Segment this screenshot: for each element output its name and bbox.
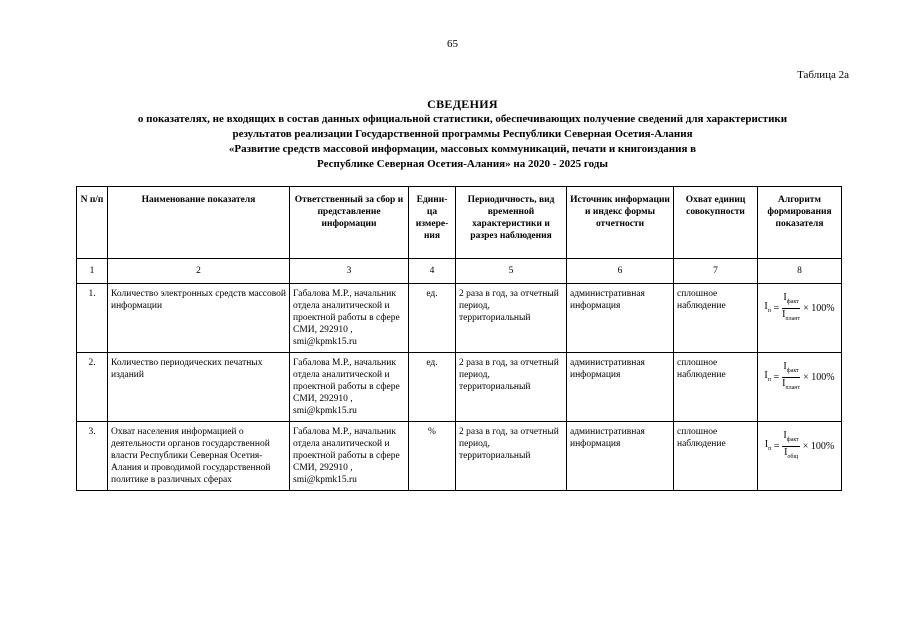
formula-cell xyxy=(758,353,842,422)
header-indicator-name: Наименование показателя xyxy=(108,187,290,259)
information-source: административная информация xyxy=(567,353,674,422)
responsible-person: Габалова М.Р., начальник отдела аналитической и проектной работы в сфере СМИ, 292910 , smi@kpmk15.ru xyxy=(290,353,409,422)
column-number: 8 xyxy=(758,259,842,284)
formula-cell xyxy=(758,422,842,491)
coverage: сплошное наблюдение xyxy=(674,353,758,422)
unit: ед. xyxy=(409,353,456,422)
formula: $I_п$ = $\frac{I_{факт}}{I_{общ}}$ × 100% xyxy=(761,426,838,463)
column-number: 4 xyxy=(409,259,456,284)
heading-line: Республике Северная Осетия-Алания» на 2020 - 2025 годы xyxy=(317,158,608,170)
coverage: сплошное наблюдение xyxy=(674,284,758,353)
unit: ед. xyxy=(409,284,456,353)
formula: $I_п$ = $\frac{I_{факт}}{I_{плант}}$ × 100% xyxy=(761,288,838,325)
column-number-row xyxy=(77,259,842,284)
header-responsible: Ответственный за сбор и представление информации xyxy=(290,187,409,259)
table-row xyxy=(77,422,842,491)
indicator-name: Количество периодических печатных изданий xyxy=(108,353,290,422)
coverage: сплошное наблюдение xyxy=(674,422,758,491)
periodicity: 2 раза в год, за отчетный период, территориальный xyxy=(456,353,567,422)
row-number: 1. xyxy=(77,284,108,353)
indicator-name: Количество электронных средств массовой информации xyxy=(108,284,290,353)
column-number: 2 xyxy=(108,259,290,284)
unit: % xyxy=(409,422,456,491)
table-label: Таблица 2а xyxy=(797,69,849,81)
formula-fraction: $\frac{I_{факт}}{I_{плант}}$ xyxy=(782,292,801,322)
column-number: 3 xyxy=(290,259,409,284)
formula-cell xyxy=(758,284,842,353)
column-number: 6 xyxy=(567,259,674,284)
column-number: 1 xyxy=(77,259,108,284)
formula-lhs: $I_п$ xyxy=(764,438,772,452)
header-coverage: Охват единиц совокупности xyxy=(674,187,758,259)
formula-tail: × 100% xyxy=(803,371,835,383)
row-number: 2. xyxy=(77,353,108,422)
table-row xyxy=(77,353,842,422)
header-unit: Едини-ца измере-ния xyxy=(409,187,456,259)
document-heading xyxy=(60,97,865,172)
formula-tail: × 100% xyxy=(802,440,835,452)
responsible-person: Габалова М.Р., начальник отдела аналитической и проектной работы в сфере СМИ, 292910 , smi@kpmk15.ru xyxy=(290,422,409,491)
periodicity: 2 раза в год, за отчетный период, территориальный xyxy=(456,422,567,491)
header-source: Источник информации и индекс формы отчетности xyxy=(567,187,674,259)
periodicity: 2 раза в год, за отчетный период, территориальный xyxy=(456,284,567,353)
header-number: N п/п xyxy=(77,187,108,259)
responsible-person: Габалова М.Р., начальник отдела аналитической и проектной работы в сфере СМИ, 292910 , smi@kpmk15.ru xyxy=(290,284,409,353)
heading-line: результатов реализации Государственной программы Республики Северная Осетия-Алания xyxy=(232,128,693,140)
table-header-row xyxy=(77,187,842,259)
page-number: 65 xyxy=(447,38,458,50)
heading-line: «Развитие средств массовой информации, массовых коммуникаций, печати и книгоиздания в xyxy=(228,143,697,155)
header-periodicity: Периодичность, вид временной характеристики и разрез наблюдения xyxy=(456,187,567,259)
heading-line: о показателях, не входящих в состав данных официальной статистики, обеспечивающих получение сведений для характеристики xyxy=(137,113,788,125)
formula-lhs: $I_п$ xyxy=(764,300,771,314)
heading-title: СВЕДЕНИЯ xyxy=(427,97,498,111)
information-source: административная информация xyxy=(567,284,674,353)
formula-lhs: $I_п$ xyxy=(764,369,771,383)
column-number: 5 xyxy=(456,259,567,284)
indicators-table xyxy=(76,186,842,491)
formula-fraction: $\frac{I_{факт}}{I_{общ}}$ xyxy=(783,430,799,460)
indicator-name: Охват населения информацией о деятельности органов государственной власти Республики Северная Осетия-Алания и проводимой государственной политике в различных сферах xyxy=(108,422,290,491)
row-number: 3. xyxy=(77,422,108,491)
table-row xyxy=(77,284,842,353)
formula-fraction: $\frac{I_{факт}}{I_{плант}}$ xyxy=(782,361,801,391)
column-number: 7 xyxy=(674,259,758,284)
information-source: административная информация xyxy=(567,422,674,491)
header-algorithm: Алгоритм формирования показателя xyxy=(758,187,842,259)
formula-tail: × 100% xyxy=(803,302,835,314)
formula: $I_п$ = $\frac{I_{факт}}{I_{плант}}$ × 100% xyxy=(761,357,838,394)
